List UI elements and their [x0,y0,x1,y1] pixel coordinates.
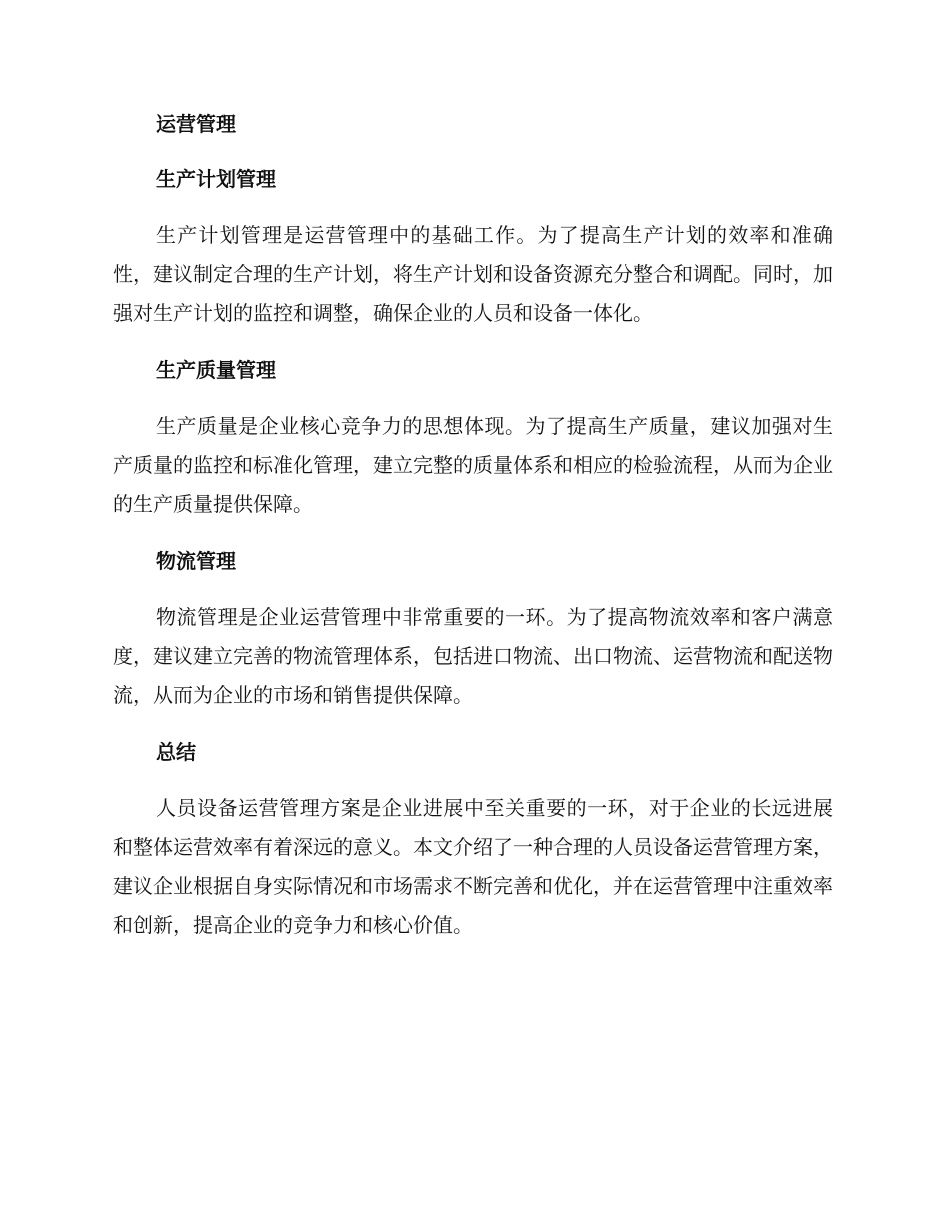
paragraph-logistics: 物流管理是企业运营管理中非常重要的一环。为了提高物流效率和客户满意度，建议建立完善的物流管理体系，包括进口物流、出口物流、运营物流和配送物流，从而为企业的市场和销售提供保障。 [113,605,833,707]
section-title: 运营管理 [156,112,236,136]
paragraph-summary: 人员设备运营管理方案是企业进展中至关重要的一环，对于企业的长远进展和整体运营效率有着深远的意义。本文介绍了一种合理的人员设备运营管理方案，建议企业根据自身实际情况和市场需求不断完善和优化，并在运营管理中注重效率和创新，提高企业的竞争力和核心价值。 [113,796,833,937]
heading-production-planning: 生产计划管理 [156,167,276,191]
paragraph-production-quality: 生产质量是企业核心竞争力的思想体现。为了提高生产质量，建议加强对生产质量的监控和标准化管理，建立完整的质量体系和相应的检验流程，从而为企业的生产质量提供保障。 [113,414,833,516]
heading-summary: 总结 [156,740,196,764]
document-page [113,110,833,968]
paragraph-production-planning: 生产计划管理是运营管理中的基础工作。为了提高生产计划的效率和准确性，建议制定合理的生产计划，将生产计划和设备资源充分整合和调配。同时，加强对生产计划的监控和调整，确保企业的人员和设备一体化。 [113,223,833,325]
heading-production-quality: 生产质量管理 [156,358,276,382]
heading-logistics: 物流管理 [156,549,236,573]
